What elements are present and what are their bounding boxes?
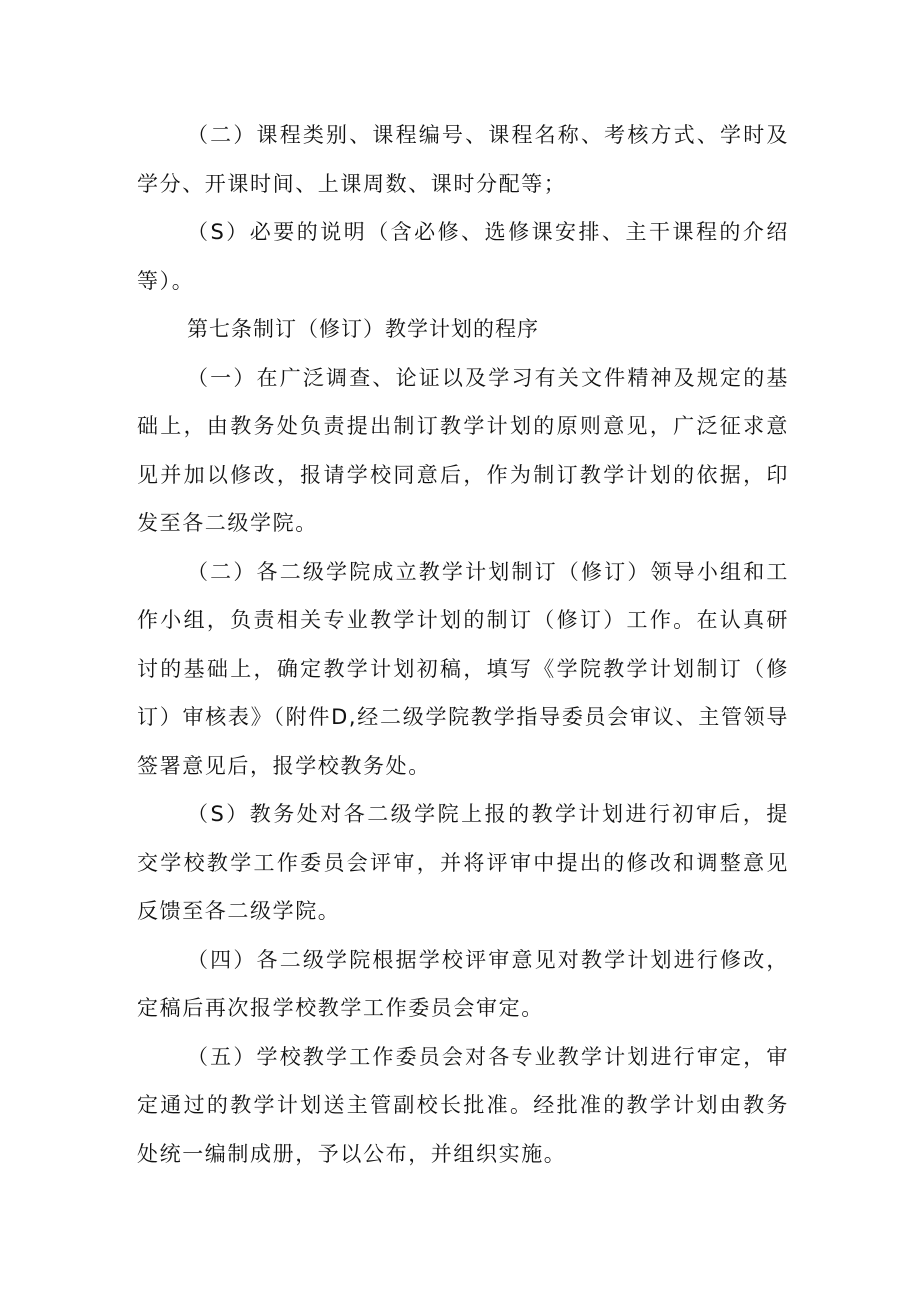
- procedure-step-three: （S）教务处对各二级学院上报的教学计划进行初审后，提交学校教学工作委员会评审，并将评审中提出的修改和调整意见反馈至各二级学院。: [137, 802, 789, 923]
- procedure-step-one: （一）在广泛调查、论证以及学习有关文件精神及规定的基础上，由教务处负责提出制订教学计划的原则意见，广泛征求意见并加以修改，报请学校同意后，作为制订教学计划的依据，印发至各二级学院。: [137, 365, 789, 535]
- paragraph-course-items: （二）课程类别、课程编号、课程名称、考核方式、学时及学分、开课时间、上课周数、课时分配等；: [137, 123, 789, 196]
- procedure-step-five: （五）学校教学工作委员会对各专业教学计划进行审定，审定通过的教学计划送主管副校长批准。经批准的教学计划由教务处统一编制成册，予以公布，并组织实施。: [137, 1044, 789, 1166]
- document-body: [137, 111, 789, 1178]
- paragraph-required-notes: （S）必要的说明（含必修、选修课安排、主干课程的介绍等）。: [137, 220, 789, 293]
- procedure-step-four: （四）各二级学院根据学校评审意见对教学计划进行修改，定稿后再次报学校教学工作委员会审定。: [137, 947, 789, 1020]
- article-seven-heading: 第七条制订（修订）教学计划的程序: [187, 317, 539, 341]
- procedure-step-two: （二）各二级学院成立教学计划制订（修订）领导小组和工作小组，负责相关专业教学计划的制订（修订）工作。在认真研讨的基础上，确定教学计划初稿，填写《学院教学计划制订（修订）审核表》（附件D,经二级学院教学指导委员会审议、主管领导签署意见后，报学校教务处。: [137, 559, 789, 778]
